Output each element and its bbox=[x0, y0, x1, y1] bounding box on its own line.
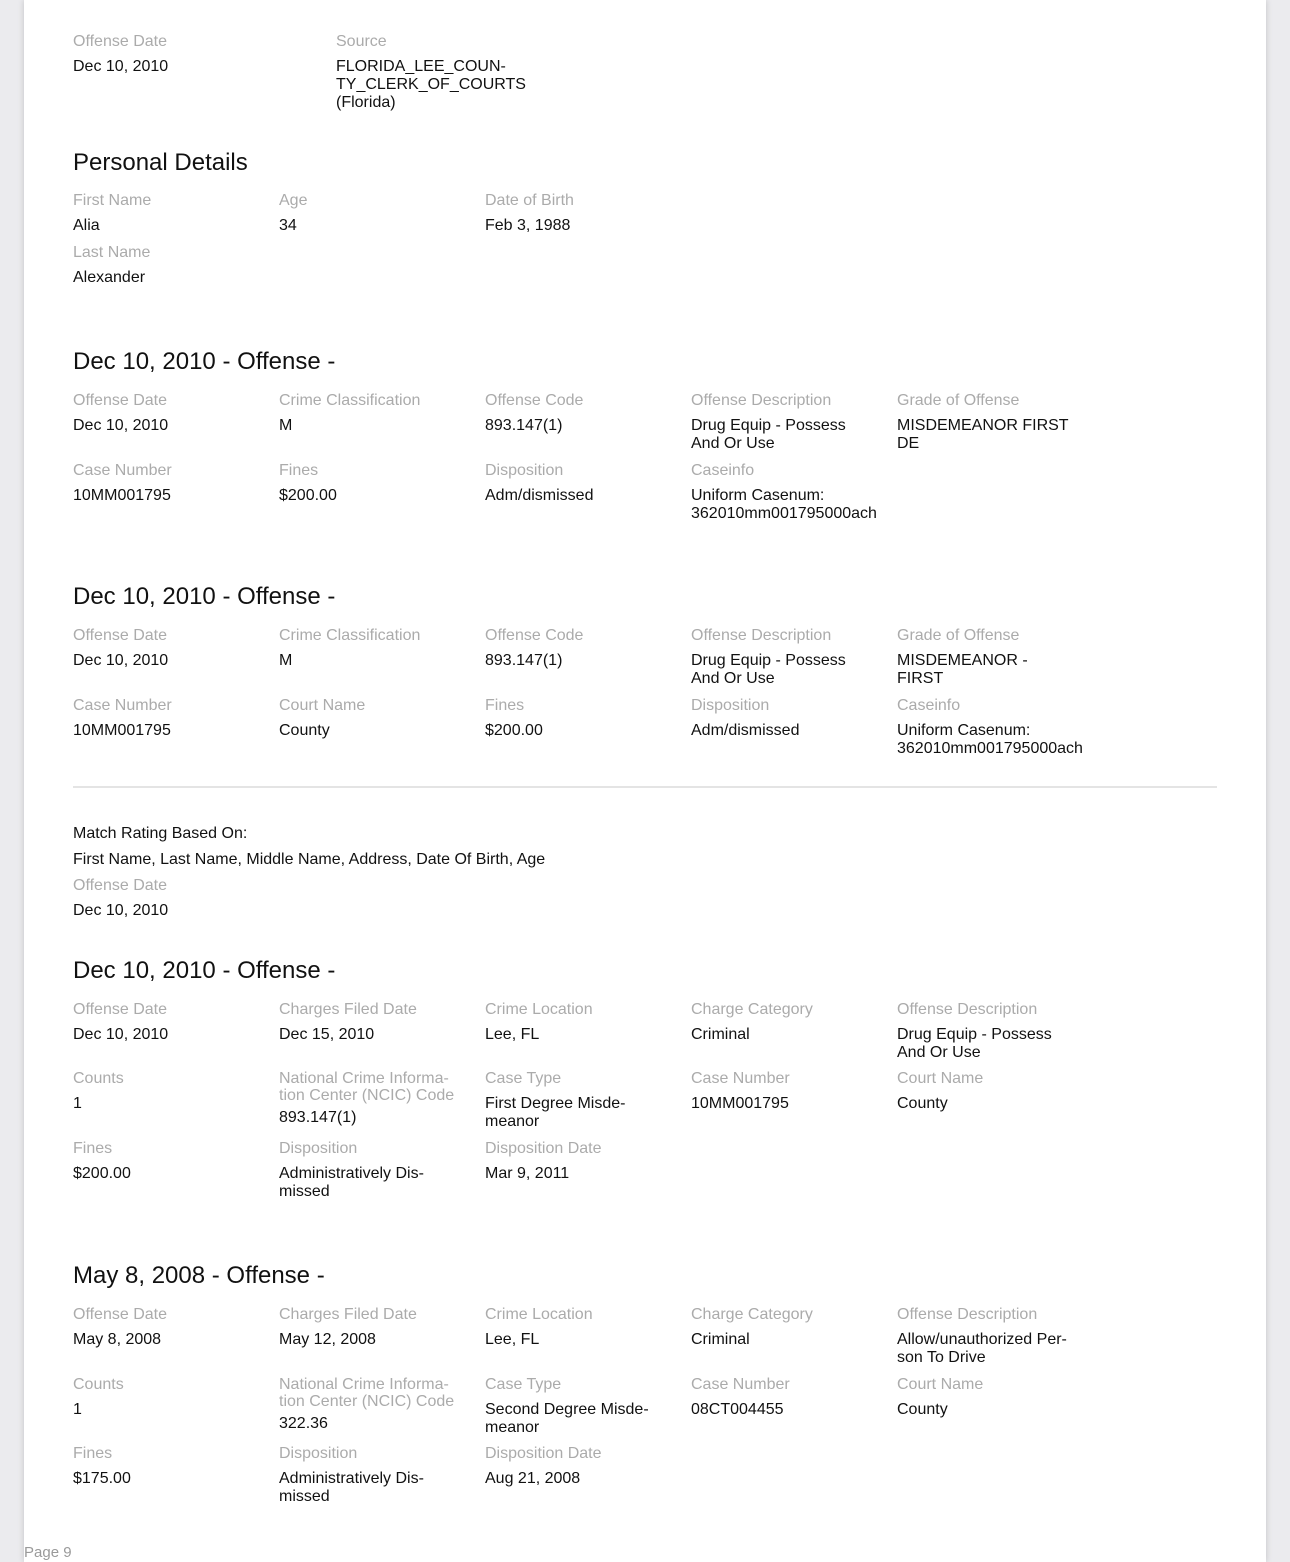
value-line: missed bbox=[279, 1488, 330, 1505]
field-value: $200.00 bbox=[279, 487, 337, 504]
field-value: Dec 10, 2010 bbox=[73, 58, 169, 75]
value-line: Drug Equip - Possess bbox=[691, 417, 846, 434]
field-label: Counts bbox=[73, 1070, 124, 1087]
field-label: Disposition Date bbox=[485, 1140, 602, 1157]
field-case-type bbox=[485, 1376, 685, 1437]
label-line: tion Center (NCIC) Code bbox=[279, 1393, 455, 1410]
field-label: Source bbox=[336, 33, 387, 50]
field-value: Feb 3, 1988 bbox=[485, 217, 571, 234]
field-label: Fines bbox=[73, 1140, 113, 1157]
field-fines bbox=[73, 1140, 273, 1183]
field-offense-description bbox=[691, 392, 891, 453]
field-value: $175.00 bbox=[73, 1470, 131, 1487]
label-line: tion Center (NCIC) Code bbox=[279, 1087, 455, 1104]
field-case-number bbox=[73, 697, 273, 740]
field-court-name bbox=[897, 1376, 1097, 1419]
section-title-personal-details: Personal Details bbox=[73, 149, 248, 176]
field-value: Dec 10, 2010 bbox=[73, 1026, 169, 1043]
field-grade-of-offense bbox=[897, 392, 1097, 453]
field-grade-of-offense bbox=[897, 627, 1097, 688]
field-label: Caseinfo bbox=[897, 697, 961, 714]
field-age bbox=[279, 192, 479, 235]
field-value: May 8, 2008 bbox=[73, 1331, 162, 1348]
field-label: Crime Classification bbox=[279, 627, 421, 644]
value-line: Administratively Dis- bbox=[279, 1165, 424, 1182]
field-label: Grade of Offense bbox=[897, 392, 1020, 409]
value-line: Drug Equip - Possess bbox=[691, 652, 846, 669]
field-value: Lee, FL bbox=[485, 1331, 540, 1348]
field-value: Mar 9, 2011 bbox=[485, 1165, 570, 1182]
value-line: missed bbox=[279, 1183, 330, 1200]
value-line: Second Degree Misde- bbox=[485, 1401, 649, 1418]
field-label: Offense Description bbox=[691, 627, 832, 644]
field-value: County bbox=[897, 1401, 948, 1418]
field-fines bbox=[73, 1445, 273, 1488]
field-value bbox=[691, 487, 891, 523]
field-charge-category bbox=[691, 1306, 891, 1349]
match-rating-label: Match Rating Based On: bbox=[73, 825, 248, 842]
field-label: Charges Filed Date bbox=[279, 1306, 417, 1323]
page-number: Page 9 bbox=[24, 1544, 72, 1561]
value-line: meanor bbox=[485, 1419, 540, 1436]
field-label: Offense Description bbox=[691, 392, 832, 409]
field-charges-filed-date bbox=[279, 1001, 479, 1044]
field-value: Dec 10, 2010 bbox=[73, 652, 169, 669]
field-label: Case Type bbox=[485, 1376, 562, 1393]
field-label: Offense Code bbox=[485, 392, 584, 409]
field-charge-category bbox=[691, 1001, 891, 1044]
field-offense-code bbox=[485, 392, 685, 435]
field-ncic-code bbox=[279, 1070, 479, 1127]
field-value bbox=[279, 1165, 479, 1201]
field-court-name bbox=[897, 1070, 1097, 1113]
field-label: Disposition bbox=[279, 1445, 358, 1462]
field-caseinfo bbox=[897, 697, 1157, 758]
value-line: MISDEMEANOR - bbox=[897, 652, 1028, 669]
value-line: 362010mm001795000ach bbox=[691, 505, 877, 522]
value-line: And Or Use bbox=[691, 435, 775, 452]
value-line: 362010mm001795000ach bbox=[897, 740, 1083, 757]
field-label: Offense Date bbox=[73, 1001, 167, 1018]
field-value: Adm/dismissed bbox=[485, 487, 594, 504]
field-value: Criminal bbox=[691, 1331, 750, 1348]
field-date-of-birth bbox=[485, 192, 685, 235]
field-case-number bbox=[691, 1070, 891, 1113]
field-label: Disposition bbox=[691, 697, 770, 714]
field-value: 34 bbox=[279, 217, 297, 234]
field-label: Fines bbox=[73, 1445, 113, 1462]
field-case-number bbox=[691, 1376, 891, 1419]
field-label: Counts bbox=[73, 1376, 124, 1393]
field-value: Alexander bbox=[73, 269, 146, 286]
field-offense-date bbox=[73, 627, 273, 670]
field-label: Case Number bbox=[691, 1376, 790, 1393]
value-line: And Or Use bbox=[897, 1044, 981, 1061]
field-offense-description bbox=[897, 1001, 1097, 1062]
value-line: FIRST bbox=[897, 670, 944, 687]
field-label: Charge Category bbox=[691, 1306, 813, 1323]
field-label: Age bbox=[279, 192, 308, 209]
field-offense-date bbox=[73, 877, 273, 920]
source-line: TY_CLERK_OF_COURTS bbox=[336, 76, 526, 93]
field-case-type bbox=[485, 1070, 685, 1131]
field-crime-location bbox=[485, 1001, 685, 1044]
field-value: M bbox=[279, 652, 293, 669]
field-offense-date bbox=[73, 33, 273, 76]
field-charges-filed-date bbox=[279, 1306, 479, 1349]
field-label: Case Number bbox=[73, 697, 172, 714]
field-label: Offense Description bbox=[897, 1001, 1038, 1018]
field-value: 1 bbox=[73, 1401, 82, 1418]
field-value: 10MM001795 bbox=[73, 722, 171, 739]
section-title-offense: Dec 10, 2010 - Offense - bbox=[73, 957, 336, 984]
field-crime-classification bbox=[279, 392, 479, 435]
field-value bbox=[897, 722, 1157, 758]
value-line: MISDEMEANOR FIRST bbox=[897, 417, 1069, 434]
field-value bbox=[691, 652, 891, 688]
field-value: 893.147(1) bbox=[485, 417, 563, 434]
field-label: Crime Location bbox=[485, 1306, 593, 1323]
section-title-offense: Dec 10, 2010 - Offense - bbox=[73, 583, 336, 610]
field-counts bbox=[73, 1376, 273, 1419]
field-fines bbox=[279, 462, 479, 505]
field-value bbox=[691, 417, 891, 453]
field-label: Charge Category bbox=[691, 1001, 813, 1018]
field-value: Dec 10, 2010 bbox=[73, 417, 169, 434]
field-caseinfo bbox=[691, 462, 891, 523]
field-value: County bbox=[897, 1095, 948, 1112]
field-value: 08CT004455 bbox=[691, 1401, 784, 1418]
label-line: National Crime Informa- bbox=[279, 1376, 449, 1393]
field-label: Crime Location bbox=[485, 1001, 593, 1018]
field-value: Adm/dismissed bbox=[691, 722, 800, 739]
value-line: Allow/unauthorized Per- bbox=[897, 1331, 1067, 1348]
field-value: 10MM001795 bbox=[73, 487, 171, 504]
field-label: Fines bbox=[279, 462, 319, 479]
field-label: Offense Code bbox=[485, 627, 584, 644]
field-value: County bbox=[279, 722, 330, 739]
field-offense-date bbox=[73, 1001, 273, 1044]
field-disposition bbox=[279, 1445, 479, 1506]
field-value bbox=[897, 417, 1097, 453]
field-label: Offense Date bbox=[73, 877, 167, 894]
field-value: Aug 21, 2008 bbox=[485, 1470, 581, 1487]
field-label: Last Name bbox=[73, 244, 151, 261]
field-value bbox=[279, 1470, 479, 1506]
field-offense-date bbox=[73, 392, 273, 435]
field-label: First Name bbox=[73, 192, 152, 209]
source-line: FLORIDA_LEE_COUN- bbox=[336, 58, 506, 75]
field-label: Case Number bbox=[73, 462, 172, 479]
value-line: And Or Use bbox=[691, 670, 775, 687]
field-offense-code bbox=[485, 627, 685, 670]
field-value: $200.00 bbox=[73, 1165, 131, 1182]
field-value bbox=[485, 1401, 685, 1437]
field-value bbox=[897, 1331, 1097, 1367]
field-disposition bbox=[485, 462, 685, 505]
field-value bbox=[897, 652, 1097, 688]
value-line: DE bbox=[897, 435, 920, 452]
field-case-number bbox=[73, 462, 273, 505]
field-value: Lee, FL bbox=[485, 1026, 540, 1043]
field-label: Disposition bbox=[279, 1140, 358, 1157]
source-line: (Florida) bbox=[336, 94, 396, 111]
field-label: Court Name bbox=[897, 1070, 984, 1087]
section-title-offense: May 8, 2008 - Offense - bbox=[73, 1262, 325, 1289]
report-page bbox=[24, 0, 1266, 1562]
value-line: Uniform Casenum: bbox=[897, 722, 1031, 739]
field-ncic-code bbox=[279, 1376, 479, 1433]
section-title-offense: Dec 10, 2010 - Offense - bbox=[73, 348, 336, 375]
field-label: Disposition bbox=[485, 462, 564, 479]
value-line: First Degree Misde- bbox=[485, 1095, 626, 1112]
field-offense-date bbox=[73, 1306, 273, 1349]
field-value: M bbox=[279, 417, 293, 434]
field-source bbox=[336, 33, 596, 112]
field-label: Case Type bbox=[485, 1070, 562, 1087]
field-label: Caseinfo bbox=[691, 462, 755, 479]
field-label: Crime Classification bbox=[279, 392, 421, 409]
field-crime-classification bbox=[279, 627, 479, 670]
field-label: Offense Date bbox=[73, 33, 167, 50]
value-line: meanor bbox=[485, 1113, 540, 1130]
field-value: 10MM001795 bbox=[691, 1095, 789, 1112]
field-label bbox=[279, 1376, 479, 1410]
field-value: Dec 10, 2010 bbox=[73, 902, 169, 919]
field-label bbox=[279, 1070, 479, 1104]
field-label: Offense Date bbox=[73, 392, 167, 409]
field-label: Court Name bbox=[897, 1376, 984, 1393]
value-line: Uniform Casenum: bbox=[691, 487, 825, 504]
field-value bbox=[336, 58, 596, 112]
field-value: 322.36 bbox=[279, 1415, 328, 1432]
field-fines bbox=[485, 697, 685, 740]
field-disposition-date bbox=[485, 1445, 685, 1488]
field-value bbox=[485, 1095, 685, 1131]
field-value: 1 bbox=[73, 1095, 82, 1112]
field-label: Offense Date bbox=[73, 1306, 167, 1323]
field-first-name bbox=[73, 192, 273, 235]
field-last-name bbox=[73, 244, 273, 287]
field-value: 893.147(1) bbox=[279, 1109, 357, 1126]
field-label: Grade of Offense bbox=[897, 627, 1020, 644]
field-label: Case Number bbox=[691, 1070, 790, 1087]
value-line: son To Drive bbox=[897, 1349, 986, 1366]
field-disposition bbox=[279, 1140, 479, 1201]
field-label: Fines bbox=[485, 697, 525, 714]
field-value: Dec 15, 2010 bbox=[279, 1026, 375, 1043]
value-line: Administratively Dis- bbox=[279, 1470, 424, 1487]
field-offense-description bbox=[897, 1306, 1097, 1367]
label-line: National Crime Informa- bbox=[279, 1070, 449, 1087]
field-label: Date of Birth bbox=[485, 192, 574, 209]
value-line: Drug Equip - Possess bbox=[897, 1026, 1052, 1043]
match-rating-value: First Name, Last Name, Middle Name, Address, Date Of Birth, Age bbox=[73, 851, 546, 868]
field-offense-description bbox=[691, 627, 891, 688]
field-value: Alia bbox=[73, 217, 100, 234]
field-label: Offense Description bbox=[897, 1306, 1038, 1323]
field-crime-location bbox=[485, 1306, 685, 1349]
field-value: 893.147(1) bbox=[485, 652, 563, 669]
field-value: May 12, 2008 bbox=[279, 1331, 376, 1348]
field-value: $200.00 bbox=[485, 722, 543, 739]
field-label: Offense Date bbox=[73, 627, 167, 644]
field-label: Charges Filed Date bbox=[279, 1001, 417, 1018]
field-value: Criminal bbox=[691, 1026, 750, 1043]
field-counts bbox=[73, 1070, 273, 1113]
field-disposition-date bbox=[485, 1140, 685, 1183]
field-label: Disposition Date bbox=[485, 1445, 602, 1462]
field-value bbox=[897, 1026, 1097, 1062]
field-court-name bbox=[279, 697, 479, 740]
section-divider bbox=[73, 786, 1217, 788]
field-label: Court Name bbox=[279, 697, 366, 714]
field-disposition bbox=[691, 697, 891, 740]
